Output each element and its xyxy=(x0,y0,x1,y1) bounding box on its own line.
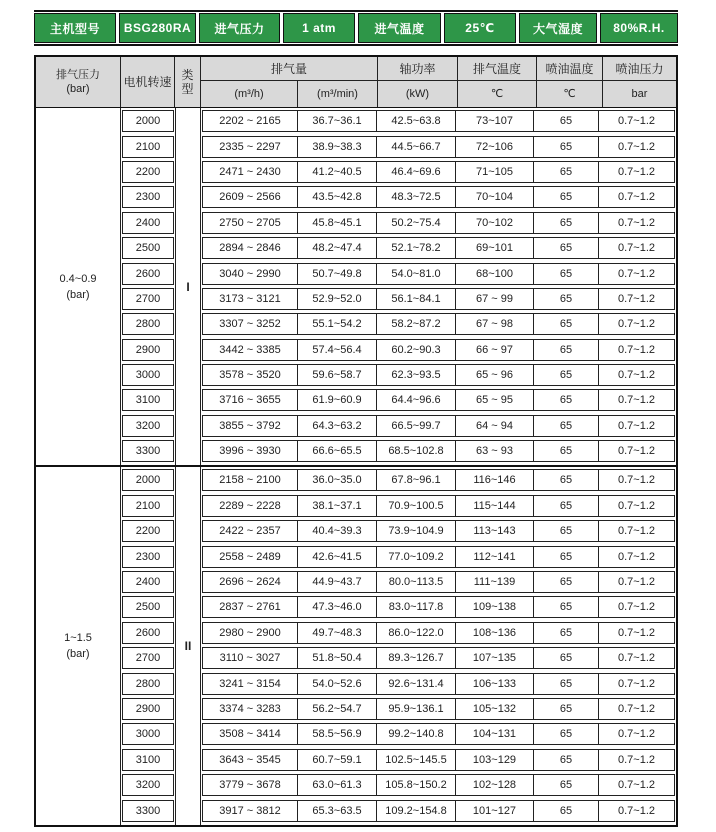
inlet-temp-label: 进气温度 xyxy=(358,13,441,43)
capacity-m3h-cell: 2980 ~ 2900 xyxy=(219,626,281,639)
oil-pressure-cell: 0.7~1.2 xyxy=(598,162,674,182)
capacity-m3min-cell: 44.9~43.7 xyxy=(297,572,376,592)
type-value: II xyxy=(184,638,192,653)
discharge-temp-cell: 65 ~ 96 xyxy=(455,365,533,385)
oil-pressure-cell: 0.7~1.2 xyxy=(598,390,674,410)
discharge-pressure-header-unit: (bar) xyxy=(66,83,90,95)
oil-pressure-cell: 0.7~1.2 xyxy=(598,750,674,770)
oil-pressure-cell: 0.7~1.2 xyxy=(598,441,674,461)
table-row xyxy=(202,622,675,644)
discharge-temp-cell: 113~143 xyxy=(455,521,533,541)
motor-speed-cell: 3200 xyxy=(122,774,174,796)
capacity-m3min-cell: 58.5~56.9 xyxy=(297,724,376,744)
oil-temp-cell: 65 xyxy=(533,111,598,131)
motor-speed-cell: 3100 xyxy=(122,389,174,411)
table-row xyxy=(202,313,675,335)
capacity-m3h-cell: 3779 ~ 3678 xyxy=(219,779,281,792)
motor-speed-cell: 2900 xyxy=(122,698,174,720)
motor-speed-cell: 2700 xyxy=(122,288,174,310)
table-row xyxy=(202,389,675,411)
discharge-temp-cell: 63 ~ 93 xyxy=(455,441,533,461)
motor-speed-cell: 3300 xyxy=(122,800,174,822)
capacity-m3h-cell: 3716 ~ 3655 xyxy=(219,394,281,407)
motor-speed-cell: 2200 xyxy=(122,520,174,542)
type-cell xyxy=(175,467,201,824)
capacity-m3h-cell: 2289 ~ 2228 xyxy=(219,499,281,512)
oil-pressure-cell: 0.7~1.2 xyxy=(598,572,674,592)
shaft-power-cell: 83.0~117.8 xyxy=(376,597,455,617)
capacity-m3min-cell: 54.0~52.6 xyxy=(297,674,376,694)
oil-temp-cell: 65 xyxy=(533,470,598,490)
capacity-m3h-cell: 3442 ~ 3385 xyxy=(219,343,281,356)
capacity-m3h-cell: 3374 ~ 3283 xyxy=(219,702,281,715)
shaft-power-cell: 46.4~69.6 xyxy=(376,162,455,182)
capacity-m3min-cell: 45.8~45.1 xyxy=(297,213,376,233)
capacity-m3min-cell: 63.0~61.3 xyxy=(297,775,376,795)
oil-temp-cell: 65 xyxy=(533,238,598,258)
oil-pressure-cell: 0.7~1.2 xyxy=(598,623,674,643)
motor-speed-cell: 2700 xyxy=(122,647,174,669)
discharge-temp-cell: 68~100 xyxy=(455,264,533,284)
shaft-power-cell: 44.5~66.7 xyxy=(376,137,455,157)
shaft-power-cell: 42.5~63.8 xyxy=(376,111,455,131)
capacity-m3min-cell: 61.9~60.9 xyxy=(297,390,376,410)
capacity-m3min-cell: 49.7~48.3 xyxy=(297,623,376,643)
col-discharge-pressure xyxy=(36,57,121,107)
table-row xyxy=(202,698,675,720)
capacity-m3h-cell: 2609 ~ 2566 xyxy=(219,191,281,204)
table-row xyxy=(202,110,675,132)
capacity-m3h-cell: 2422 ~ 2357 xyxy=(219,525,281,538)
discharge-temp-cell: 108~136 xyxy=(455,623,533,643)
table-row xyxy=(202,520,675,542)
discharge-temp-cell: 101~127 xyxy=(455,801,533,821)
shaft-power-cell: 77.0~109.2 xyxy=(376,547,455,567)
inlet-temp-value: 25℃ xyxy=(444,13,516,43)
discharge-temp-cell: 105~132 xyxy=(455,699,533,719)
capacity-m3h-cell: 3643 ~ 3545 xyxy=(219,753,281,766)
table-row xyxy=(202,161,675,183)
capacity-m3h-cell: 3307 ~ 3252 xyxy=(219,318,281,331)
capacity-m3min-cell: 41.2~40.5 xyxy=(297,162,376,182)
capacity-m3h-cell: 3110 ~ 3027 xyxy=(219,652,281,665)
discharge-temp-unit: ℃ xyxy=(458,81,537,107)
motor-speed-cell: 2800 xyxy=(122,673,174,695)
oil-pressure-cell: 0.7~1.2 xyxy=(598,365,674,385)
capacity-m3h-cell: 2471 ~ 2430 xyxy=(219,165,281,178)
shaft-power-cell: 56.1~84.1 xyxy=(376,289,455,309)
discharge-temp-cell: 115~144 xyxy=(455,496,533,516)
motor-speed-cell: 2100 xyxy=(122,495,174,517)
shaft-power-cell: 73.9~104.9 xyxy=(376,521,455,541)
capacity-m3min-cell: 57.4~56.4 xyxy=(297,340,376,360)
discharge-temp-cell: 112~141 xyxy=(455,547,533,567)
oil-temp-cell: 65 xyxy=(533,724,598,744)
discharge-temp-cell: 109~138 xyxy=(455,597,533,617)
oil-temp-cell: 65 xyxy=(533,648,598,668)
data-rows xyxy=(201,467,676,824)
ambient-humidity-label: 大气湿度 xyxy=(519,13,597,43)
shaft-power-cell: 68.5~102.8 xyxy=(376,441,455,461)
col-motor-speed: 电机转速 xyxy=(121,57,175,107)
oil-pressure-cell: 0.7~1.2 xyxy=(598,137,674,157)
capacity-m3min-cell: 60.7~59.1 xyxy=(297,750,376,770)
table-row xyxy=(202,596,675,618)
discharge-temp-cell: 103~129 xyxy=(455,750,533,770)
table-row xyxy=(202,136,675,158)
shaft-power-cell: 58.2~87.2 xyxy=(376,314,455,334)
motor-speed-cell: 2000 xyxy=(122,110,174,132)
table-row xyxy=(202,571,675,593)
motor-speed-cell: 2400 xyxy=(122,212,174,234)
oil-pressure-cell: 0.7~1.2 xyxy=(598,775,674,795)
capacity-m3h-cell: 3040 ~ 2990 xyxy=(219,267,281,280)
table-row xyxy=(202,723,675,745)
capacity-m3min-cell: 38.1~37.1 xyxy=(297,496,376,516)
oil-temp-cell: 65 xyxy=(533,289,598,309)
oil-temp-cell: 65 xyxy=(533,213,598,233)
capacity-m3min-cell: 42.6~41.5 xyxy=(297,547,376,567)
capacity-m3min-cell: 38.9~38.3 xyxy=(297,137,376,157)
oil-temp-unit: ℃ xyxy=(537,81,603,107)
shaft-power-cell: 66.5~99.7 xyxy=(376,416,455,436)
oil-temp-cell: 65 xyxy=(533,187,598,207)
discharge-temp-cell: 104~131 xyxy=(455,724,533,744)
oil-temp-cell: 65 xyxy=(533,390,598,410)
discharge-temp-cell: 73~107 xyxy=(455,111,533,131)
capacity-m3h-cell: 2837 ~ 2761 xyxy=(219,601,281,614)
capacity-m3h-cell: 3241 ~ 3154 xyxy=(219,677,281,690)
motor-speed-cell: 2300 xyxy=(122,546,174,568)
table-row xyxy=(202,647,675,669)
shaft-power-cell: 80.0~113.5 xyxy=(376,572,455,592)
table-row xyxy=(202,800,675,822)
oil-temp-cell: 65 xyxy=(533,314,598,334)
oil-pressure-cell: 0.7~1.2 xyxy=(598,314,674,334)
discharge-temp-cell: 64 ~ 94 xyxy=(455,416,533,436)
motor-speed-cell: 2400 xyxy=(122,571,174,593)
capacity-unit-m3min: (m³/min) xyxy=(298,81,378,107)
capacity-m3h-cell: 3917 ~ 3812 xyxy=(219,804,281,817)
motor-speed-cell: 2100 xyxy=(122,136,174,158)
main-model-label: 主机型号 xyxy=(34,13,116,43)
capacity-m3min-cell: 36.0~35.0 xyxy=(297,470,376,490)
shaft-power-cell: 70.9~100.5 xyxy=(376,496,455,516)
capacity-m3min-cell: 52.9~52.0 xyxy=(297,289,376,309)
capacity-m3min-cell: 66.6~65.5 xyxy=(297,441,376,461)
table-header xyxy=(36,57,676,108)
motor-speed-column xyxy=(121,467,175,824)
discharge-temp-cell: 67 ~ 98 xyxy=(455,314,533,334)
capacity-m3min-cell: 40.4~39.3 xyxy=(297,521,376,541)
inlet-pressure-label: 进气压力 xyxy=(199,13,280,43)
motor-speed-cell: 2000 xyxy=(122,469,174,491)
motor-speed-cell: 3300 xyxy=(122,440,174,462)
table-row xyxy=(202,440,675,462)
oil-temp-cell: 65 xyxy=(533,365,598,385)
capacity-m3min-cell: 64.3~63.2 xyxy=(297,416,376,436)
table-row xyxy=(202,364,675,386)
oil-pressure-unit: bar xyxy=(631,88,648,100)
capacity-m3h-cell: 3173 ~ 3121 xyxy=(219,292,281,305)
oil-temp-cell: 65 xyxy=(533,416,598,436)
table-row xyxy=(202,212,675,234)
oil-temp-cell: 65 xyxy=(533,699,598,719)
oil-temp-cell: 65 xyxy=(533,264,598,284)
oil-pressure-cell: 0.7~1.2 xyxy=(598,238,674,258)
table-row xyxy=(202,546,675,568)
oil-pressure-cell: 0.7~1.2 xyxy=(598,724,674,744)
discharge-temp-cell: 72~106 xyxy=(455,137,533,157)
capacity-m3min-cell: 65.3~63.5 xyxy=(297,801,376,821)
pressure-section xyxy=(36,467,676,824)
oil-temp-cell: 65 xyxy=(533,750,598,770)
shaft-power-cell: 95.9~136.1 xyxy=(376,699,455,719)
capacity-m3min-cell: 47.3~46.0 xyxy=(297,597,376,617)
oil-pressure-cell: 0.7~1.2 xyxy=(598,801,674,821)
motor-speed-column xyxy=(121,108,175,465)
capacity-m3min-cell: 48.2~47.4 xyxy=(297,238,376,258)
motor-speed-cell: 2900 xyxy=(122,339,174,361)
oil-pressure-cell: 0.7~1.2 xyxy=(598,187,674,207)
table-row xyxy=(202,749,675,771)
table-row xyxy=(202,469,675,491)
capacity-m3h-cell: 3508 ~ 3414 xyxy=(219,728,281,741)
table-body xyxy=(36,108,676,825)
shaft-power-cell: 54.0~81.0 xyxy=(376,264,455,284)
type-value: I xyxy=(186,279,190,294)
capacity-m3h-cell: 2158 ~ 2100 xyxy=(219,474,281,487)
motor-speed-cell: 2200 xyxy=(122,161,174,183)
capacity-m3min-cell: 51.8~50.4 xyxy=(297,648,376,668)
capacity-m3h-cell: 2202 ~ 2165 xyxy=(219,115,281,128)
shaft-power-cell: 48.3~72.5 xyxy=(376,187,455,207)
discharge-pressure-cell-unit: (bar) xyxy=(66,647,90,660)
shaft-power-unit: (kW) xyxy=(378,81,458,107)
main-model-value: BSG280RA xyxy=(119,13,196,43)
discharge-temp-cell: 69~101 xyxy=(455,238,533,258)
discharge-temp-cell: 70~104 xyxy=(455,187,533,207)
table-row xyxy=(202,495,675,517)
capacity-m3min-cell: 59.6~58.7 xyxy=(297,365,376,385)
oil-temp-cell: 65 xyxy=(533,597,598,617)
pressure-section xyxy=(36,108,676,467)
col-capacity: 排气量 xyxy=(201,57,378,81)
oil-temp-cell: 65 xyxy=(533,547,598,567)
capacity-m3h-cell: 3855 ~ 3792 xyxy=(219,419,281,432)
oil-pressure-cell: 0.7~1.2 xyxy=(598,289,674,309)
discharge-temp-cell: 102~128 xyxy=(455,775,533,795)
shaft-power-cell: 50.2~75.4 xyxy=(376,213,455,233)
motor-speed-cell: 2600 xyxy=(122,263,174,285)
discharge-pressure-cell xyxy=(36,467,121,824)
discharge-temp-cell: 70~102 xyxy=(455,213,533,233)
shaft-power-cell: 89.3~126.7 xyxy=(376,648,455,668)
type-cell xyxy=(175,108,201,465)
motor-speed-cell: 3000 xyxy=(122,723,174,745)
capacity-m3h-cell: 2750 ~ 2705 xyxy=(219,216,281,229)
motor-speed-cell: 2600 xyxy=(122,622,174,644)
type-header: 类型 xyxy=(181,68,194,96)
discharge-pressure-cell-unit: (bar) xyxy=(66,288,90,301)
shaft-power-cell: 62.3~93.5 xyxy=(376,365,455,385)
oil-pressure-cell: 0.7~1.2 xyxy=(598,674,674,694)
discharge-temp-cell: 71~105 xyxy=(455,162,533,182)
shaft-power-cell: 64.4~96.6 xyxy=(376,390,455,410)
table-row xyxy=(202,339,675,361)
shaft-power-cell: 99.2~140.8 xyxy=(376,724,455,744)
oil-temp-cell: 65 xyxy=(533,137,598,157)
table-row xyxy=(202,774,675,796)
discharge-temp-cell: 111~139 xyxy=(455,572,533,592)
inlet-pressure-value: 1 atm xyxy=(283,13,355,43)
table-row xyxy=(202,263,675,285)
oil-temp-cell: 65 xyxy=(533,340,598,360)
oil-temp-cell: 65 xyxy=(533,623,598,643)
spec-table xyxy=(34,55,678,827)
discharge-temp-cell: 67 ~ 99 xyxy=(455,289,533,309)
motor-speed-cell: 3100 xyxy=(122,749,174,771)
discharge-temp-cell: 106~133 xyxy=(455,674,533,694)
discharge-pressure-value: 1~1.5 xyxy=(64,631,92,644)
oil-pressure-cell: 0.7~1.2 xyxy=(598,340,674,360)
shaft-power-cell: 102.5~145.5 xyxy=(376,750,455,770)
discharge-temp-cell: 66 ~ 97 xyxy=(455,340,533,360)
oil-pressure-cell: 0.7~1.2 xyxy=(598,597,674,617)
discharge-temp-cell: 116~146 xyxy=(455,470,533,490)
oil-temp-cell: 65 xyxy=(533,521,598,541)
oil-pressure-cell: 0.7~1.2 xyxy=(598,416,674,436)
col-discharge-temp: 排气温度 xyxy=(458,57,537,81)
top-header-bar xyxy=(34,10,678,46)
oil-pressure-cell: 0.7~1.2 xyxy=(598,264,674,284)
discharge-temp-cell: 65 ~ 95 xyxy=(455,390,533,410)
capacity-m3h-cell: 2558 ~ 2489 xyxy=(219,550,281,563)
table-row xyxy=(202,186,675,208)
oil-temp-cell: 65 xyxy=(533,674,598,694)
oil-pressure-cell: 0.7~1.2 xyxy=(598,470,674,490)
table-row xyxy=(202,237,675,259)
oil-pressure-cell: 0.7~1.2 xyxy=(598,111,674,131)
capacity-m3h-cell: 2696 ~ 2624 xyxy=(219,576,281,589)
discharge-pressure-header: 排气压力 xyxy=(56,69,100,81)
col-oil-pressure: 喷油压力 xyxy=(603,57,676,81)
oil-temp-cell: 65 xyxy=(533,775,598,795)
oil-temp-cell: 65 xyxy=(533,496,598,516)
oil-pressure-cell: 0.7~1.2 xyxy=(598,496,674,516)
discharge-pressure-cell xyxy=(36,108,121,465)
oil-pressure-cell: 0.7~1.2 xyxy=(598,547,674,567)
ambient-humidity-value: 80%R.H. xyxy=(600,13,678,43)
shaft-power-cell: 109.2~154.8 xyxy=(376,801,455,821)
oil-temp-cell: 65 xyxy=(533,801,598,821)
oil-pressure-cell: 0.7~1.2 xyxy=(598,521,674,541)
discharge-pressure-value: 0.4~0.9 xyxy=(59,272,97,285)
shaft-power-cell: 92.6~131.4 xyxy=(376,674,455,694)
motor-speed-cell: 2500 xyxy=(122,237,174,259)
capacity-m3h-cell: 3578 ~ 3520 xyxy=(219,369,281,382)
oil-temp-cell: 65 xyxy=(533,572,598,592)
motor-speed-cell: 2300 xyxy=(122,186,174,208)
oil-pressure-cell: 0.7~1.2 xyxy=(598,648,674,668)
capacity-m3h-cell: 3996 ~ 3930 xyxy=(219,445,281,458)
capacity-m3min-cell: 50.7~49.8 xyxy=(297,264,376,284)
shaft-power-cell: 60.2~90.3 xyxy=(376,340,455,360)
motor-speed-cell: 3200 xyxy=(122,415,174,437)
data-rows xyxy=(201,108,676,465)
capacity-m3min-cell: 55.1~54.2 xyxy=(297,314,376,334)
motor-speed-cell: 2500 xyxy=(122,596,174,618)
capacity-m3min-cell: 36.7~36.1 xyxy=(297,111,376,131)
table-row xyxy=(202,288,675,310)
col-type xyxy=(175,57,201,107)
capacity-unit-m3h: (m³/h) xyxy=(201,81,298,107)
table-row xyxy=(202,673,675,695)
shaft-power-cell: 52.1~78.2 xyxy=(376,238,455,258)
shaft-power-cell: 105.8~150.2 xyxy=(376,775,455,795)
shaft-power-cell: 67.8~96.1 xyxy=(376,470,455,490)
capacity-m3h-cell: 2335 ~ 2297 xyxy=(219,140,281,153)
oil-temp-cell: 65 xyxy=(533,162,598,182)
discharge-temp-cell: 107~135 xyxy=(455,648,533,668)
capacity-m3h-cell: 2894 ~ 2846 xyxy=(219,242,281,255)
capacity-m3min-cell: 43.5~42.8 xyxy=(297,187,376,207)
col-shaft-power: 轴功率 xyxy=(378,57,458,81)
col-oil-temp: 喷油温度 xyxy=(537,57,603,81)
motor-speed-cell: 3000 xyxy=(122,364,174,386)
oil-pressure-cell: 0.7~1.2 xyxy=(598,699,674,719)
oil-pressure-cell: 0.7~1.2 xyxy=(598,213,674,233)
table-row xyxy=(202,415,675,437)
shaft-power-cell: 86.0~122.0 xyxy=(376,623,455,643)
oil-temp-cell: 65 xyxy=(533,441,598,461)
motor-speed-cell: 2800 xyxy=(122,313,174,335)
capacity-m3min-cell: 56.2~54.7 xyxy=(297,699,376,719)
